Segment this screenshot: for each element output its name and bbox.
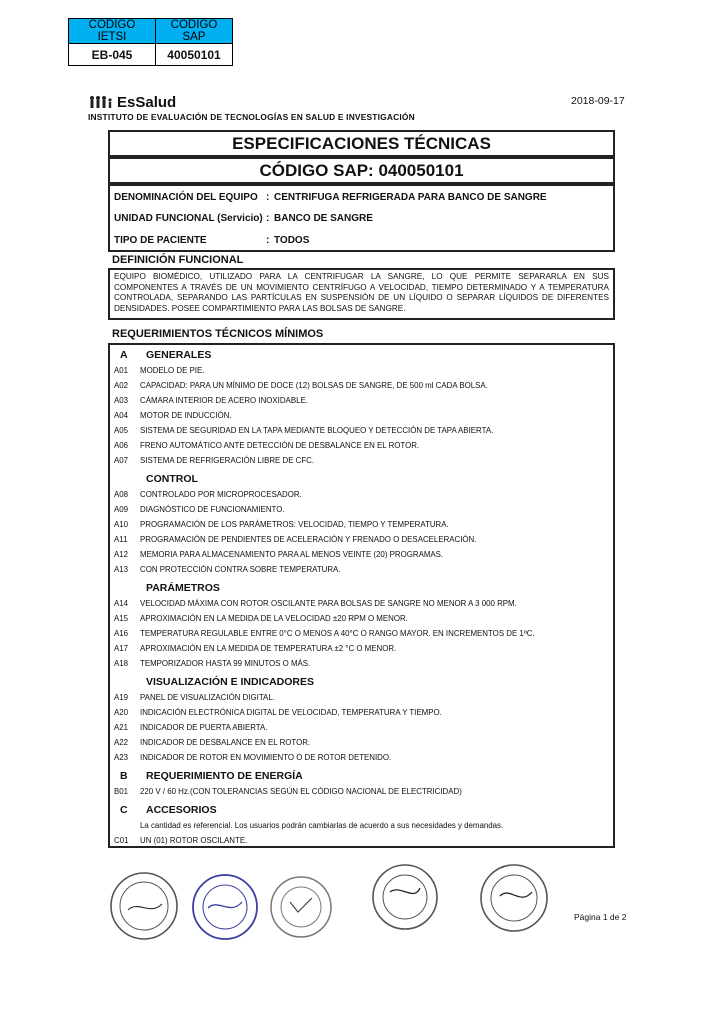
list-item: A13 CON PROTECCIÓN CONTRA SOBRE TEMPERATURA. — [114, 565, 341, 574]
stamp-5 — [478, 862, 550, 934]
accessories-note: La cantidad es referencial. Los usuarios podrán cambiarlas de acuerdo a sus necesidades y demandas. — [140, 821, 504, 830]
section-title: PARÁMETROS — [146, 582, 220, 594]
list-item: A03 CÁMARA INTERIOR DE ACERO INOXIDABLE. — [114, 396, 308, 405]
equipment-info — [108, 184, 615, 252]
list-item: A14 VELOCIDAD MÁXIMA CON ROTOR OSCILANTE PARA BOLSAS DE SANGRE NO MENOR A 3 000 RPM. — [114, 599, 517, 608]
info-label: TIPO DE PACIENTE — [114, 235, 207, 246]
list-item: A16 TEMPERATURA REGULABLE ENTRE 0°C O MENOS A 40°C O RANGO MAYOR. EN INCREMENTOS DE 1ºC. — [114, 629, 535, 638]
institute-name: INSTITUTO DE EVALUACIÓN DE TECNOLOGÍAS EN SALUD E INVESTIGACIÓN — [88, 112, 415, 122]
section-letter: C — [120, 804, 128, 816]
document-title: ESPECIFICACIONES TÉCNICAS — [108, 130, 615, 157]
list-item: A20 INDICACIÓN ELECTRÓNICA DIGITAL DE VELOCIDAD, TEMPERATURA Y TIEMPO. — [114, 708, 442, 717]
section-letter: A — [120, 349, 128, 361]
list-item: A10 PROGRAMACIÓN DE LOS PARÁMETROS: VELOCIDAD, TIEMPO Y TEMPERATURA. — [114, 520, 449, 529]
list-item: A15 APROXIMACIÓN EN LA MEDIDA DE LA VELOCIDAD ±20 RPM O MENOR. — [114, 614, 408, 623]
list-item: A04 MOTOR DE INDUCCIÓN. — [114, 411, 232, 420]
list-item: A19 PANEL DE VISUALIZACIÓN DIGITAL. — [114, 693, 275, 702]
list-item: A06 FRENO AUTOMÁTICO ANTE DETECCIÓN DE DESBALANCE EN EL ROTOR. — [114, 441, 420, 450]
logo-text: EsSalud — [117, 94, 177, 111]
list-item: B01 220 V / 60 Hz.(CON TOLERANCIAS SEGÚN EL CÓDIGO NACIONAL DE ELECTRICIDAD) — [114, 787, 462, 796]
document-date: 2018-09-17 — [571, 95, 625, 107]
requirements-box — [108, 343, 615, 848]
info-value: CENTRIFUGA REFRIGERADA PARA BANCO DE SANGRE — [274, 192, 547, 203]
info-row: TIPO DE PACIENTE : TODOS — [114, 235, 310, 246]
list-item: A21 INDICADOR DE PUERTA ABIERTA. — [114, 723, 268, 732]
stamp-2 — [190, 872, 260, 942]
list-item: A18 TEMPORIZADOR HASTA 99 MINUTOS O MÁS. — [114, 659, 311, 668]
list-item: A23 INDICADOR DE ROTOR EN MOVIMIENTO O DE ROTOR DETENIDO. — [114, 753, 392, 762]
functional-definition: EQUIPO BIOMÉDICO, UTILIZADO PARA LA CENTRIFUGAR LA SANGRE, LO QUE PERMITE SEPARARLA EN SUS COMPONENTES A TRAVÉS DE UN MOVIMIENTO CENTRÍFUGO A VELOCIDAD, TIEMPO DETERMINADO Y A TEMPERATURA CONTROLADA, SEPARANDO LAS PARTÍCULAS EN SUSPENSIÓN DE UN LÍQUIDO O SEPARAR LÍQUIDOS DE DIFERENTES DENSIDADES. POSEE COMPARTIMIENTO PARA LAS BOLSAS DE SANGRE. — [108, 268, 615, 320]
people-icon — [88, 95, 114, 111]
sap-code-title: CÓDIGO SAP: 040050101 — [108, 157, 615, 184]
list-item: A01 MODELO DE PIE. — [114, 366, 205, 375]
section-letter: B — [120, 770, 128, 782]
ietsi-value: EB-045 — [69, 44, 156, 66]
info-value: BANCO DE SANGRE — [274, 213, 373, 224]
essalud-logo — [88, 94, 176, 111]
list-item: A09 DIAGNÓSTICO DE FUNCIONAMIENTO. — [114, 505, 285, 514]
list-item: A02 CAPACIDAD: PARA UN MÍNIMO DE DOCE (12) BOLSAS DE SANGRE, DE 500 ml CADA BOLSA. — [114, 381, 488, 390]
list-item: A22 INDICADOR DE DESBALANCE EN EL ROTOR. — [114, 738, 311, 747]
section-title: REQUERIMIENTO DE ENERGÍA — [146, 770, 303, 782]
stamp-3 — [268, 874, 334, 940]
info-row: DENOMINACIÓN DEL EQUIPO : CENTRIFUGA REFRIGERADA PARA BANCO DE SANGRE — [114, 192, 547, 203]
list-item: A07 SISTEMA DE REFRIGERACIÓN LIBRE DE CFC. — [114, 456, 315, 465]
info-value: TODOS — [274, 235, 310, 246]
page-number: Página 1 de 2 — [574, 912, 627, 922]
list-item: A08 CONTROLADO POR MICROPROCESADOR. — [114, 490, 302, 499]
list-item: C01 UN (01) ROTOR OSCILANTE. — [114, 836, 248, 845]
info-row: UNIDAD FUNCIONAL (Servicio) : BANCO DE SANGRE — [114, 213, 373, 224]
section-title: ACCESORIOS — [146, 804, 217, 816]
info-label: DENOMINACIÓN DEL EQUIPO — [114, 192, 258, 203]
list-item: A05 SISTEMA DE SEGURIDAD EN LA TAPA MEDIANTE BLOQUEO Y DETECCIÓN DE TAPA ABIERTA. — [114, 426, 494, 435]
requirements-heading: REQUERIMIENTOS TÉCNICOS MÍNIMOS — [112, 328, 324, 340]
list-item: A17 APROXIMACIÓN EN LA MEDIDA DE TEMPERATURA ±2 °C O MENOR. — [114, 644, 397, 653]
sap-value: 40050101 — [156, 44, 233, 66]
sap-header: CODIGO SAP — [156, 19, 233, 44]
stamp-4 — [370, 862, 440, 932]
functional-heading: DEFINICIÓN FUNCIONAL — [112, 254, 244, 266]
stamp-1 — [108, 870, 180, 942]
code-table — [68, 18, 233, 66]
section-title: VISUALIZACIÓN E INDICADORES — [146, 676, 315, 688]
section-title: GENERALES — [146, 349, 212, 361]
info-label: UNIDAD FUNCIONAL (Servicio) — [114, 213, 263, 224]
section-title: CONTROL — [146, 473, 198, 485]
ietsi-header: CODIGO IETSI — [69, 19, 156, 44]
list-item: A11 PROGRAMACIÓN DE PENDIENTES DE ACELERACIÓN Y FRENADO O DESACELERACIÓN. — [114, 535, 477, 544]
list-item: A12 MEMORIA PARA ALMACENAMIENTO PARA AL MENOS VEINTE (20) PROGRAMAS. — [114, 550, 444, 559]
